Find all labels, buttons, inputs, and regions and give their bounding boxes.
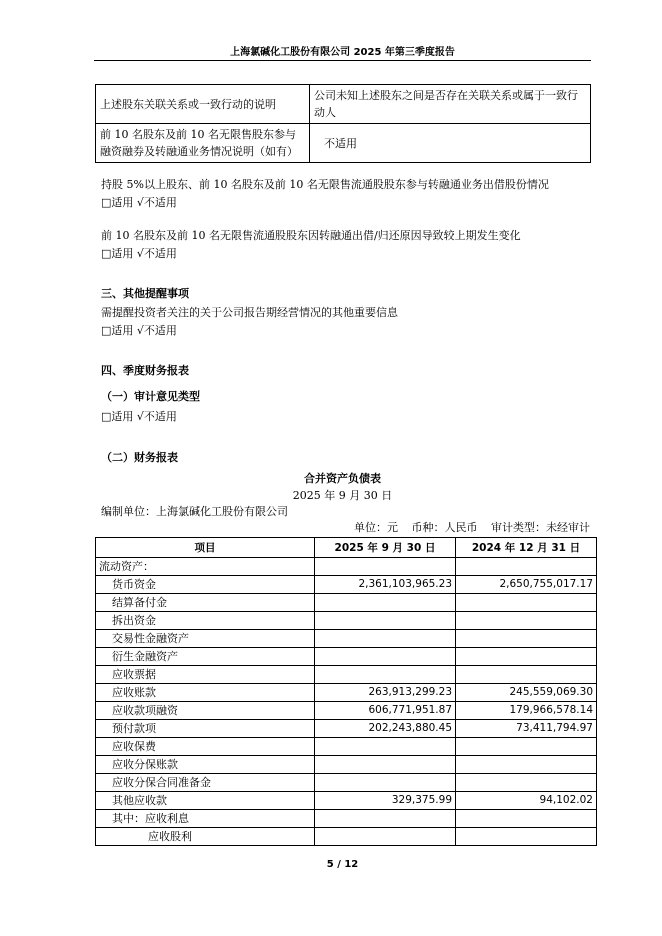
info-label: 前 10 名股东及前 10 名无限售股东参与融资融券及转融通业务情况说明（如有）	[96, 124, 310, 163]
table-row	[96, 810, 597, 828]
prior-value	[456, 774, 597, 792]
current-value: 2,361,103,965.23	[315, 576, 456, 594]
table-row	[96, 558, 597, 576]
table-row	[96, 756, 597, 774]
change-text: 前 10 名股东及前 10 名无限售流通股股东因转融通出借/归还原因导致较上期发生变化	[101, 229, 521, 242]
column-header: 2024 年 12 月 31 日	[456, 538, 597, 558]
table-row	[96, 828, 597, 846]
unit-line	[344, 519, 590, 535]
table-row	[96, 738, 597, 756]
audit-type-label: 审计类型：未经审计	[491, 521, 590, 534]
lending-text: 持股 5%以上股东、前 10 名股东及前 10 名无限售流通股股东参与转融通业务出借股份情况	[101, 178, 549, 191]
prior-value	[456, 630, 597, 648]
audit-opinion-option: □适用 √不适用	[101, 410, 177, 423]
row-label: 应收分保账款	[96, 756, 315, 774]
prior-value	[456, 738, 597, 756]
info-value: 公司未知上述股东之间是否存在关联关系或属于一致行动人	[310, 85, 591, 124]
current-value: 329,375.99	[315, 792, 456, 810]
current-value	[315, 648, 456, 666]
section-three-text: 需提醒投资者关注的关于公司报告期经营情况的其他重要信息	[101, 306, 398, 319]
lending-option: □适用 √不适用	[101, 196, 177, 209]
table-row	[96, 648, 597, 666]
prior-value	[456, 756, 597, 774]
table-row	[96, 702, 597, 720]
balance-sheet-table	[95, 537, 597, 846]
preparer-company: 编制单位：上海氯碱化工股份有限公司	[101, 505, 288, 518]
prior-value	[456, 558, 597, 576]
row-label: 应收账款	[96, 684, 315, 702]
table-row	[96, 594, 597, 612]
row-label: 预付款项	[96, 720, 315, 738]
row-label: 应收保费	[96, 738, 315, 756]
prior-value: 94,102.02	[456, 792, 597, 810]
prior-value	[456, 648, 597, 666]
prior-value	[456, 594, 597, 612]
prior-value	[456, 810, 597, 828]
current-value: 606,771,951.87	[315, 702, 456, 720]
prior-value: 245,559,069.30	[456, 684, 597, 702]
row-label: 应收票据	[96, 666, 315, 684]
table-row	[96, 666, 597, 684]
table-row	[96, 85, 591, 124]
table-row	[96, 576, 597, 594]
current-value	[315, 594, 456, 612]
current-value	[315, 666, 456, 684]
row-label: 货币资金	[96, 576, 315, 594]
currency-label: 币种：人民币	[411, 521, 478, 534]
page-number: 5 / 12	[326, 859, 359, 870]
section-three-option: □适用 √不适用	[101, 324, 177, 337]
row-label: 结算备付金	[96, 594, 315, 612]
current-value	[315, 612, 456, 630]
table-header-row	[96, 538, 597, 558]
table-row	[96, 684, 597, 702]
prior-value: 179,966,578.14	[456, 702, 597, 720]
table-row	[96, 612, 597, 630]
column-header: 项目	[96, 538, 315, 558]
balance-sheet-title: 合并资产负债表	[304, 472, 381, 485]
column-header: 2025 年 9 月 30 日	[315, 538, 456, 558]
audit-opinion-title: （一）审计意见类型	[101, 390, 200, 403]
current-value: 263,913,299.23	[315, 684, 456, 702]
prior-value: 2,650,755,017.17	[456, 576, 597, 594]
row-label: 应收股利	[96, 828, 315, 846]
current-value: 202,243,880.45	[315, 720, 456, 738]
unit-label: 单位：元	[354, 521, 398, 534]
row-label: 应收款项融资	[96, 702, 315, 720]
financial-statements-title: （二）财务报表	[101, 451, 178, 464]
section-three-title: 三、其他提醒事项	[101, 287, 189, 300]
prior-value	[456, 828, 597, 846]
info-value: 不适用	[310, 124, 591, 163]
balance-sheet-date: 2025 年 9 月 30 日	[292, 489, 393, 502]
current-value	[315, 738, 456, 756]
prior-value	[456, 612, 597, 630]
row-label: 衍生金融资产	[96, 648, 315, 666]
info-label: 上述股东关联关系或一致行动的说明	[96, 85, 310, 124]
table-row	[96, 774, 597, 792]
table-row	[96, 630, 597, 648]
current-value	[315, 756, 456, 774]
row-label: 流动资产：	[96, 558, 315, 576]
prior-value	[456, 666, 597, 684]
table-row	[96, 792, 597, 810]
current-value	[315, 810, 456, 828]
change-option: □适用 √不适用	[101, 247, 177, 260]
row-label: 其他应收款	[96, 792, 315, 810]
current-value	[315, 774, 456, 792]
section-four-title: 四、季度财务报表	[101, 364, 189, 377]
current-value	[315, 828, 456, 846]
row-label: 拆出资金	[96, 612, 315, 630]
table-row	[96, 720, 597, 738]
current-value	[315, 630, 456, 648]
page-header: 上海氯碱化工股份有限公司 2025 年第三季度报告	[230, 47, 455, 58]
row-label: 其中：应收利息	[96, 810, 315, 828]
header-divider	[94, 60, 591, 61]
shareholder-info-table	[95, 84, 591, 163]
prior-value: 73,411,794.97	[456, 720, 597, 738]
row-label: 应收分保合同准备金	[96, 774, 315, 792]
row-label: 交易性金融资产	[96, 630, 315, 648]
table-row	[96, 124, 591, 163]
current-value	[315, 558, 456, 576]
